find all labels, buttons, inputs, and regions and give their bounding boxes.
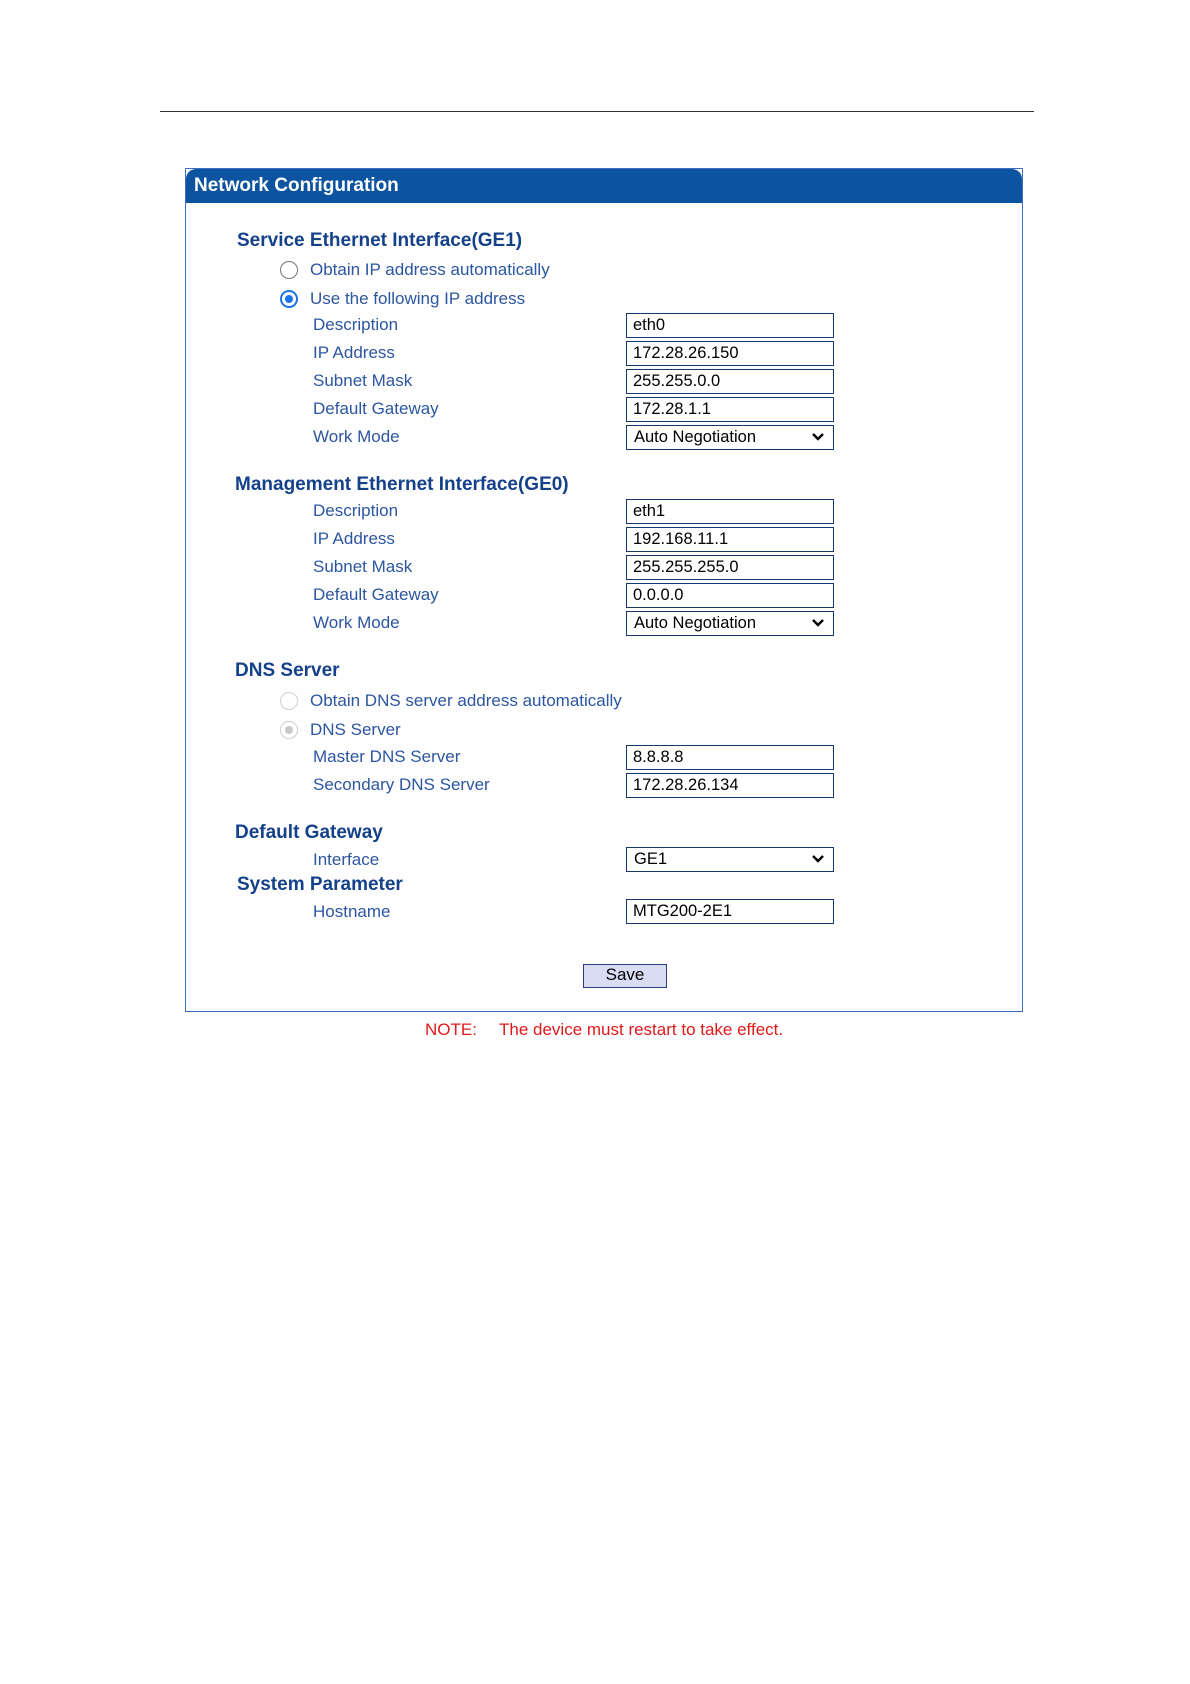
- dns-radio-auto[interactable]: [280, 691, 622, 711]
- dns-master-label: Master DNS Server: [313, 747, 461, 766]
- ge0-description-input[interactable]: eth1: [626, 499, 834, 524]
- service-radio-auto-label: Obtain IP address automatically: [310, 260, 550, 279]
- ge1-workmode-label: Work Mode: [313, 427, 400, 446]
- page-top-rule: [160, 111, 1034, 112]
- gateway-section-title: Default Gateway: [235, 822, 383, 843]
- ge0-workmode-value: Auto Negotiation: [634, 614, 757, 632]
- ge1-workmode-select[interactable]: [626, 425, 834, 450]
- chevron-down-icon: [811, 614, 825, 632]
- ge1-gateway-label: Default Gateway: [313, 399, 439, 418]
- radio-disabled-checked-icon[interactable]: [280, 721, 298, 739]
- ge0-subnet-input[interactable]: 255.255.255.0: [626, 555, 834, 580]
- dns-secondary-label: Secondary DNS Server: [313, 775, 490, 794]
- note-prefix: NOTE:: [425, 1020, 477, 1039]
- panel-title: Network Configuration: [186, 169, 1022, 203]
- service-radio-auto[interactable]: [280, 260, 550, 280]
- ge1-gateway-input[interactable]: 172.28.1.1: [626, 397, 834, 422]
- ge0-ip-label: IP Address: [313, 529, 395, 548]
- ge0-gateway-label: Default Gateway: [313, 585, 439, 604]
- ge1-subnet-label: Subnet Mask: [313, 371, 413, 390]
- note-text: The device must restart to take effect.: [499, 1020, 784, 1039]
- ge1-description-input[interactable]: eth0: [626, 313, 834, 338]
- ge1-subnet-input[interactable]: 255.255.0.0: [626, 369, 834, 394]
- ge0-workmode-label: Work Mode: [313, 613, 400, 632]
- ge1-ip-label: IP Address: [313, 343, 395, 362]
- dns-master-input[interactable]: 8.8.8.8: [626, 745, 834, 770]
- ge0-ip-input[interactable]: 192.168.11.1: [626, 527, 834, 552]
- dns-secondary-input[interactable]: 172.28.26.134: [626, 773, 834, 798]
- service-radio-manual[interactable]: [280, 289, 525, 309]
- radio-unchecked-icon[interactable]: [280, 261, 298, 279]
- dns-section-title: DNS Server: [235, 660, 340, 681]
- ge1-workmode-value: Auto Negotiation: [634, 428, 757, 446]
- dns-radio-auto-label: Obtain DNS server address automatically: [310, 691, 622, 710]
- gateway-interface-select[interactable]: [626, 847, 834, 872]
- save-button[interactable]: Save: [583, 964, 667, 988]
- chevron-down-icon: [811, 850, 825, 868]
- dns-radio-manual[interactable]: [280, 720, 401, 740]
- dns-radio-manual-label: DNS Server: [310, 720, 401, 739]
- gateway-interface-label: Interface: [313, 850, 380, 869]
- ge0-description-label: Description: [313, 501, 399, 520]
- service-section-title: Service Ethernet Interface(GE1): [237, 230, 523, 251]
- radio-checked-icon[interactable]: [280, 290, 298, 308]
- management-section-title: Management Ethernet Interface(GE0): [235, 474, 569, 495]
- hostname-input[interactable]: MTG200-2E1: [626, 899, 834, 924]
- system-section-title: System Parameter: [237, 874, 403, 895]
- radio-disabled-icon[interactable]: [280, 692, 298, 710]
- service-radio-manual-label: Use the following IP address: [310, 289, 526, 308]
- ge0-subnet-label: Subnet Mask: [313, 557, 413, 576]
- chevron-down-icon: [811, 428, 825, 446]
- ge0-gateway-input[interactable]: 0.0.0.0: [626, 583, 834, 608]
- ge1-ip-input[interactable]: 172.28.26.150: [626, 341, 834, 366]
- hostname-label: Hostname: [313, 902, 391, 921]
- ge1-description-label: Description: [313, 315, 399, 334]
- ge0-workmode-select[interactable]: [626, 611, 834, 636]
- gateway-interface-value: GE1: [634, 850, 668, 868]
